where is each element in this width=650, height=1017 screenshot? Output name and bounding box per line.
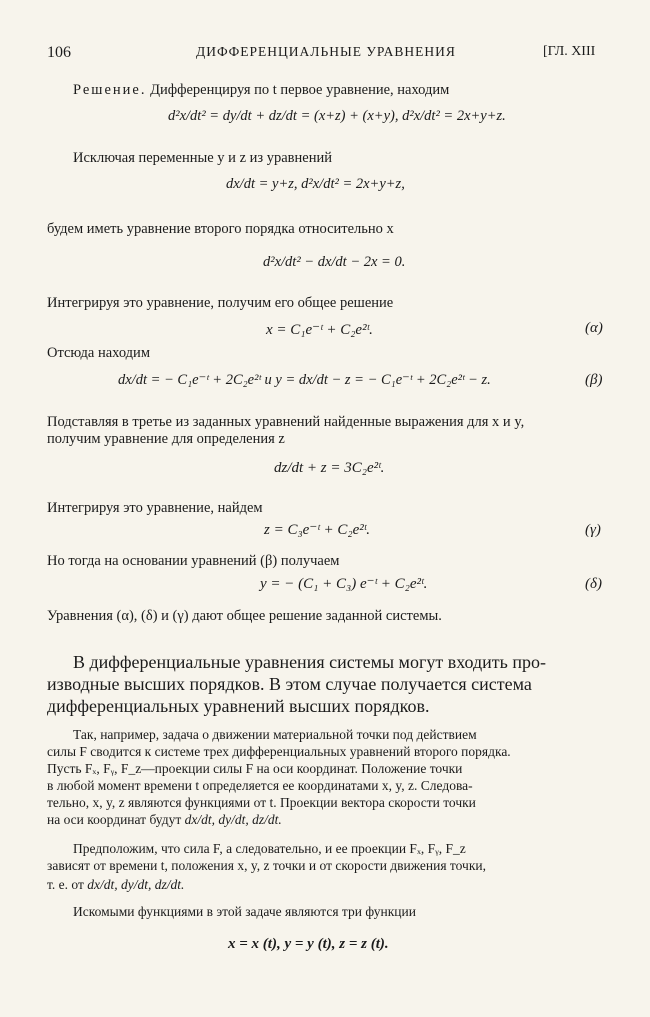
solution-label: Решение. — [73, 82, 147, 98]
solution-intro-text: Дифференцируя по t первое уравнение, находим — [150, 82, 450, 98]
then-text: Но тогда на основании уравнений (β) получаем — [47, 553, 340, 569]
label-alpha: (α) — [585, 320, 603, 336]
example-p2-line-3 — [47, 876, 184, 893]
integrating2-text: Интегрируя это уравнение, найдем — [47, 500, 263, 516]
substitute-text-1: Подставляя в третье из заданных уравнений найденные выражения для x и y, — [47, 414, 525, 430]
running-title: ДИФФЕРЕНЦИАЛЬНЫЕ УРАВНЕНИЯ — [196, 44, 456, 59]
velocity-fractions: dx/dt, dy/dt, dz/dt. — [184, 812, 282, 827]
chapter-label: [ГЛ. XIII — [543, 44, 596, 59]
equation-2: dx/dt = y+z, d²x/dt² = 2x+y+z, — [226, 176, 405, 192]
equation-alpha: x = C₁e⁻ᵗ + C₂e²ᵗ. — [266, 322, 373, 338]
example-p2-line-1: Предположим, что сила F, а следовательно, и ее проекции Fₓ, Fᵧ, F_z — [73, 841, 466, 856]
label-delta: (δ) — [585, 576, 602, 592]
second-order-text: будем иметь уравнение второго порядка относительно x — [47, 221, 394, 237]
example-line-2: силы F сводится к системе трех дифференциальных уравнений второго порядка. — [47, 744, 511, 759]
example-p2-line-2: зависят от времени t, положения x, y, z точки и от скорости движения точки, — [47, 858, 487, 873]
example-line-1: Так, например, задача о движении материальной точки под действием — [73, 727, 477, 742]
equation-beta: dx/dt = − C₁e⁻ᵗ + 2C₂e²ᵗ и y = dx/dt − z = − C₁e⁻ᵗ + 2C₂e²ᵗ − z. — [118, 372, 491, 388]
example-line-6-text: на оси координат будут — [47, 812, 182, 827]
example-line-3: Пусть Fₓ, Fᵧ, F_z—проекции силы F на оси координат. Положение точки — [47, 761, 463, 776]
equation-delta: y = − (C₁ + C₃) e⁻ᵗ + C₂e²ᵗ. — [260, 576, 428, 592]
exclude-text: Исключая переменные y и z из уравнений — [73, 150, 332, 166]
equation-4: dz/dt + z = 3C₂e²ᵗ. — [274, 460, 385, 476]
example-line-5: тельно, x, y, z являются функциями от t. Проекции вектора скорости точки — [47, 795, 476, 810]
solution-intro — [73, 82, 449, 99]
example-p3-line-1: Искомыми функциями в этой задаче являются три функции — [73, 904, 416, 919]
example-p2-line-3-text: т. е. от — [47, 877, 84, 892]
velocity-fractions-2: dx/dt, dy/dt, dz/dt. — [87, 877, 185, 892]
highlight-line-1: В дифференциальные уравнения системы могут входить про- — [73, 652, 546, 672]
integrating-text: Интегрируя это уравнение, получим его общее решение — [47, 295, 394, 311]
equation-3: d²x/dt² − dx/dt − 2x = 0. — [263, 254, 406, 270]
highlight-line-3: дифференциальных уравнений высших порядков. — [47, 696, 430, 716]
hence-text: Отсюда находим — [47, 345, 150, 361]
substitute-text-2: получим уравнение для определения z — [47, 431, 285, 447]
example-line-6 — [47, 811, 282, 828]
equation-gamma: z = C₃e⁻ᵗ + C₂e²ᵗ. — [264, 522, 371, 538]
conclusion-text: Уравнения (α), (δ) и (γ) дают общее решение заданной системы. — [47, 608, 442, 624]
highlight-line-2: изводные высших порядков. В этом случае получается система — [47, 674, 532, 694]
label-beta: (β) — [585, 372, 603, 388]
example-line-4: в любой момент времени t определяется ее координатами x, y, z. Следова- — [47, 778, 473, 793]
label-gamma: (γ) — [585, 522, 601, 538]
page-number: 106 — [47, 44, 71, 61]
equation-1: d²x/dt² = dy/dt + dz/dt = (x+z) + (x+y), d²x/dt² = 2x+y+z. — [168, 108, 506, 124]
final-equation: x = x (t), y = y (t), z = z (t). — [228, 936, 389, 952]
